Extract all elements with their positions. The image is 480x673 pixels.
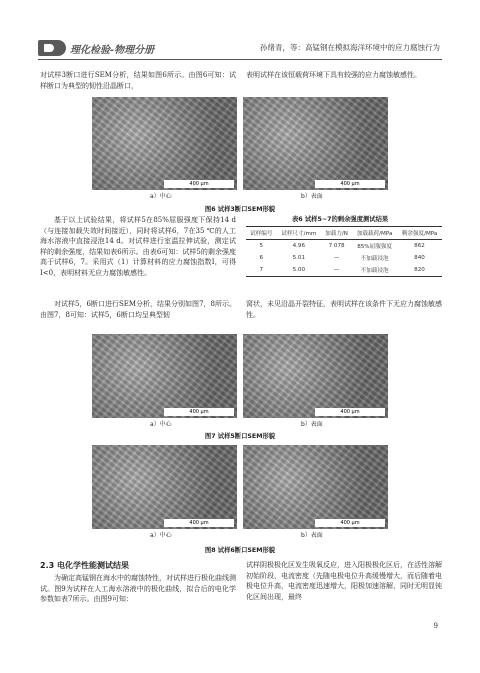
- table-cell: 4.96: [292, 243, 306, 249]
- table-cell: 不加载浸泡: [360, 268, 389, 274]
- header-rule: [38, 59, 442, 60]
- table-cell: 820: [414, 267, 425, 273]
- running-header-authors: 孙绪青，等：高锰钢在模拟海洋环境中的应力腐蚀行为: [260, 43, 440, 52]
- table6: [246, 226, 442, 277]
- paragraph-fig6-intro: 对试样3断口进行SEM分析，结果如图6所示。由图6可知：试样断口为典型的韧性沿晶断口，: [40, 71, 236, 90]
- table6-header-cell: 剩余强度/MPa: [401, 231, 438, 237]
- fig7-image-surface: [243, 334, 388, 418]
- scale-bar: 400 μm: [315, 519, 385, 527]
- table-cell: 7: [259, 267, 264, 273]
- fig7-caption: 图7 试样5断口SEM形貌: [204, 433, 276, 440]
- paragraph-fig6-conclusion: 表明试样在该恒载荷环境下具有较强的应力腐蚀敏感性。: [246, 71, 421, 79]
- paragraph-fig7-8-conclusion: 窝状，未见沿晶开裂特征，表明试样在该条件下无应力腐蚀敏感性。: [246, 300, 442, 319]
- table-cell: 5.00: [292, 267, 306, 273]
- table-cell: 不加载浸泡: [360, 256, 389, 262]
- table6-header-cell: 试样尺寸/mm: [281, 231, 317, 237]
- table-cell: 862: [414, 243, 425, 249]
- paragraph-electrochem-left: 为确定高锰钢在海水中的腐蚀特性，对试样进行极化曲线测试。图9为试样在人工海水溶液中的极化曲线，拟合后的电化学参数如表7所示。由图9可知：: [40, 574, 236, 604]
- fig8-image-center: [92, 445, 237, 529]
- fig8-image-surface: [243, 445, 388, 529]
- table6-header-cell: 加载力/N: [325, 231, 348, 237]
- page-number: 9: [433, 622, 438, 630]
- table-cell: 5: [259, 243, 264, 249]
- table6-caption: 表6 试样5~7的剩余强度测试结果: [292, 216, 389, 223]
- fig7-label-b: b）表面: [301, 421, 323, 428]
- fig6-caption: 图6 试样3断口SEM形貌: [204, 206, 276, 213]
- fig6-image-center: [92, 97, 237, 190]
- fig7-image-center: [92, 334, 237, 418]
- table-cell: 5.01: [292, 255, 306, 261]
- fig6-label-a: a）中心: [150, 193, 172, 200]
- fig6-image-surface: [243, 97, 388, 190]
- journal-logo-icon: [38, 40, 66, 56]
- table6-header-cell: 加载载荷/MPa: [356, 231, 393, 237]
- table-row: [246, 240, 442, 253]
- fig6-label-b: b）表面: [301, 193, 323, 200]
- table6-header-cell: 试样编号: [250, 231, 273, 237]
- table-row: [246, 252, 442, 264]
- fig8-label-b: b）表面: [301, 532, 323, 539]
- section-heading: 2.3 电化学性能测试结果: [40, 561, 129, 570]
- scale-bar: 400 μm: [164, 519, 234, 527]
- table-cell: —: [333, 255, 340, 261]
- fig7-label-a: a）中心: [150, 421, 172, 428]
- fig8-label-a: a）中心: [150, 532, 172, 539]
- paragraph-electrochem-right: 试样阴极极化区发生吸氧反应，进入阳极极化区后，在活性溶解初始阶段，电流密度（先随电极电位升高缓慢增大，而后随着电极电位升高，电流密度迅速增大，阳极加速溶解，同时无明显钝化区间出现，最终: [246, 561, 442, 601]
- paragraph-fig7-8-intro: 对试样5，6断口进行SEM分析，结果分别如图7，8所示。由图7，8可知：试样5，6断口均呈典型韧: [40, 300, 236, 319]
- scale-bar: 400 μm: [315, 180, 385, 188]
- journal-name: 理化检验-物理分册: [70, 45, 155, 56]
- table-cell: —: [333, 267, 340, 273]
- table-cell: 85%屈服强度: [357, 244, 392, 250]
- table-cell: 6: [259, 255, 264, 261]
- table-cell: 7 078: [328, 243, 345, 249]
- scale-bar: 400 μm: [164, 180, 234, 188]
- fig8-caption: 图8 试样6断口SEM形貌: [204, 547, 276, 554]
- scale-bar: 400 μm: [315, 408, 385, 416]
- scale-bar: 400 μm: [164, 408, 234, 416]
- paragraph-residual-strength: 基于以上试验结果，将试样5在85%屈服强度下保持14 d（与连接加载失效时间接近），同时将试样6，7在35 ℃的人工海水溶液中直接浸泡14 d。对试样进行室温拉伸试验，测定试样的剩余强度，结果如表6所示。由表6可知：试样5的剩余强度高于试样6，7。采用式（1）计算材料的应力腐蚀指数I，可得I<0，表明材料无应力腐蚀敏感性。: [40, 216, 236, 277]
- table-row: [246, 264, 442, 276]
- table-cell: 840: [414, 255, 425, 261]
